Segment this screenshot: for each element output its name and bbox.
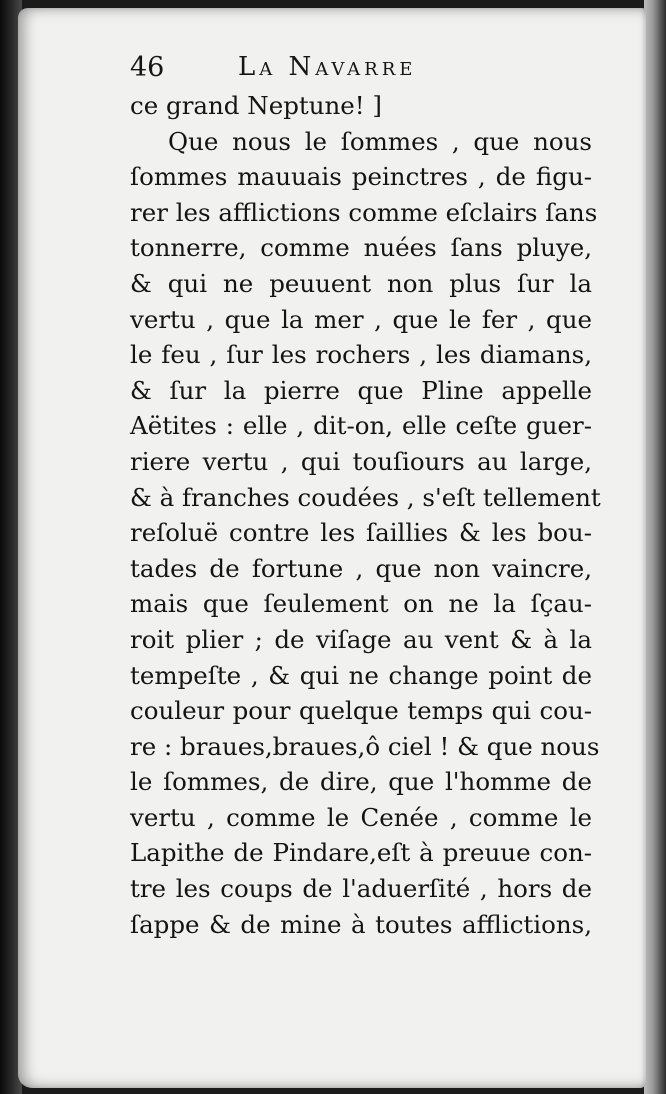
running-head: La Navarre [238, 52, 417, 82]
text-line: reſoluë contre les ſaillies & les bou- [130, 518, 592, 548]
text-line: Que nous le ſommes , que nous [168, 126, 592, 156]
text-line: & qui ne peuuent non plus ſur la [130, 268, 592, 298]
text-line: couleur pour quelque temps qui cou- [130, 696, 592, 726]
page-fore-edge [644, 0, 666, 1094]
text-line: Lapithe de Pindare,eſt à preuue con- [130, 838, 592, 868]
text-line: ſommes mauuais peinctres , de figu- [130, 162, 592, 192]
body-text [130, 88, 601, 942]
text-line: le feu , ſur les rochers , les diamans, [130, 340, 592, 370]
text-line: ce grand Neptune! ] [130, 91, 382, 120]
text-line: riere vertu , qui touſiours au large, [130, 446, 592, 476]
text-line: tempeſte , & qui ne change point de [130, 660, 592, 690]
text-line: Aëtites : elle , dit-on, elle ceſte guer- [130, 411, 592, 441]
text-line: & ſur la pierre que Pline appelle [130, 375, 592, 405]
page-number: 46 [130, 52, 165, 83]
text-line: ſappe & de mine à toutes afflictions, [130, 909, 592, 939]
text-line: mais que ſeulement on ne la ſçau- [130, 589, 592, 619]
text-line: re : braues,braues,ô ciel ! & que nous [130, 731, 600, 761]
text-line: vertu , comme le Cenée , comme le [130, 802, 592, 832]
text-line: tades de fortune , que non vaincre, [130, 553, 592, 583]
text-line: & à franches coudées , s'eſt tellement [130, 482, 601, 512]
text-line: tre les coups de l'aduerſité , hors de [130, 874, 592, 904]
text-line: vertu , que la mer , que le fer , que [130, 304, 592, 334]
text-line: le ſommes, de dire, que l'homme de [130, 767, 592, 797]
text-line: tonnerre, comme nuées ſans pluye, [130, 233, 592, 263]
text-line: roit plier ; de viſage au vent & à la [130, 624, 592, 654]
text-line: rer les afflictions comme eſclairs ſans [130, 197, 598, 227]
